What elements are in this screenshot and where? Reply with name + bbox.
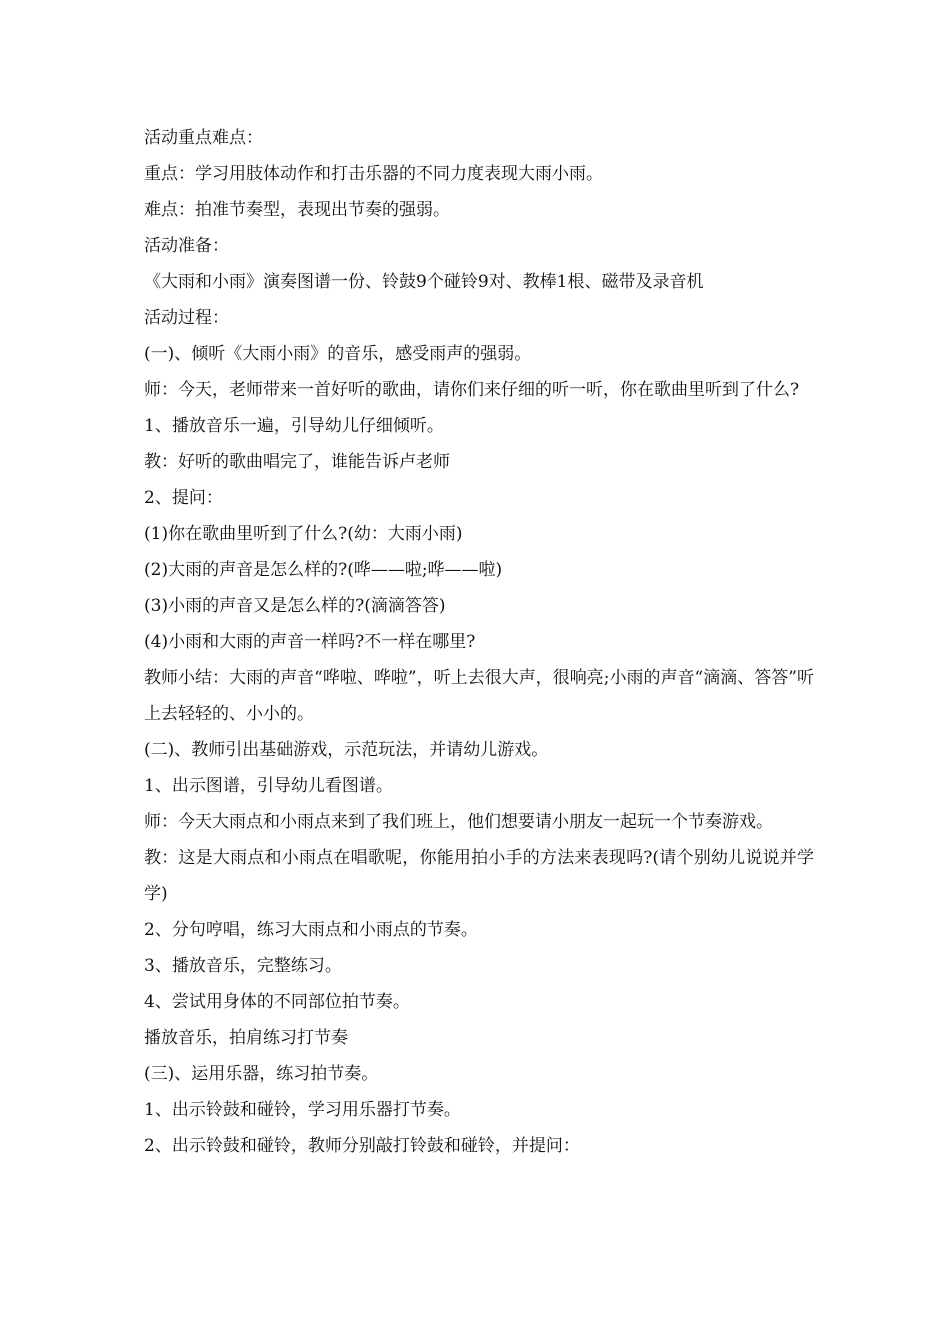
paragraph: 2、分句哼唱，练习大雨点和小雨点的节奏。: [144, 920, 478, 940]
paragraph: (一)、倾听《大雨小雨》的音乐，感受雨声的强弱。: [144, 344, 532, 364]
paragraph: 1、出示图谱，引导幼儿看图谱。: [144, 776, 393, 796]
paragraph: 1、出示铃鼓和碰铃，学习用乐器打节奏。: [144, 1100, 461, 1120]
paragraph: 活动重点难点：: [144, 128, 263, 148]
document-body: [144, 120, 814, 1164]
paragraph: 2、提问：: [144, 488, 223, 508]
paragraph: 播放音乐，拍肩练习打节奏: [144, 1028, 348, 1048]
paragraph: (3)小雨的声音又是怎么样的?(滴滴答答): [144, 596, 446, 616]
paragraph: (三)、运用乐器，练习拍节奏。: [144, 1064, 379, 1084]
paragraph: 4、尝试用身体的不同部位拍节奏。: [144, 992, 410, 1012]
paragraph: 1、播放音乐一遍，引导幼儿仔细倾听。: [144, 416, 444, 436]
paragraph: 2、出示铃鼓和碰铃，教师分别敲打铃鼓和碰铃，并提问：: [144, 1136, 580, 1156]
paragraph: (4)小雨和大雨的声音一样吗?不一样在哪里?: [144, 632, 476, 652]
paragraph: 活动准备：: [144, 236, 229, 256]
paragraph: 教：好听的歌曲唱完了，谁能告诉卢老师: [144, 452, 450, 472]
paragraph: (二)、教师引出基础游戏，示范玩法，并请幼儿游戏。: [144, 740, 549, 760]
paragraph: 教：这是大雨点和小雨点在唱歌呢，你能用拍小手的方法来表现吗?(请个别幼儿说说并学学): [144, 848, 814, 904]
paragraph: 师：今天大雨点和小雨点来到了我们班上，他们想要请小朋友一起玩一个节奏游戏。: [144, 812, 773, 832]
paragraph: 难点：拍准节奏型，表现出节奏的强弱。: [144, 200, 450, 220]
paragraph: 师：今天，老师带来一首好听的歌曲，请你们来仔细的听一听，你在歌曲里听到了什么?: [144, 380, 800, 400]
paragraph: 活动过程：: [144, 308, 229, 328]
paragraph: 教师小结：大雨的声音“哗啦、哗啦”，听上去很大声，很响亮;小雨的声音“滴滴、答答”听上去轻轻的、小小的。: [144, 668, 814, 724]
paragraph: (1)你在歌曲里听到了什么?(幼：大雨小雨): [144, 524, 463, 544]
paragraph: (2)大雨的声音是怎么样的?(哗——啦;哗——啦): [144, 560, 503, 580]
paragraph: 《大雨和小雨》演奏图谱一份、铃鼓9个碰铃9对、教棒1根、磁带及录音机: [144, 272, 704, 292]
paragraph: 重点：学习用肢体动作和打击乐器的不同力度表现大雨小雨。: [144, 164, 603, 184]
paragraph: 3、播放音乐，完整练习。: [144, 956, 342, 976]
